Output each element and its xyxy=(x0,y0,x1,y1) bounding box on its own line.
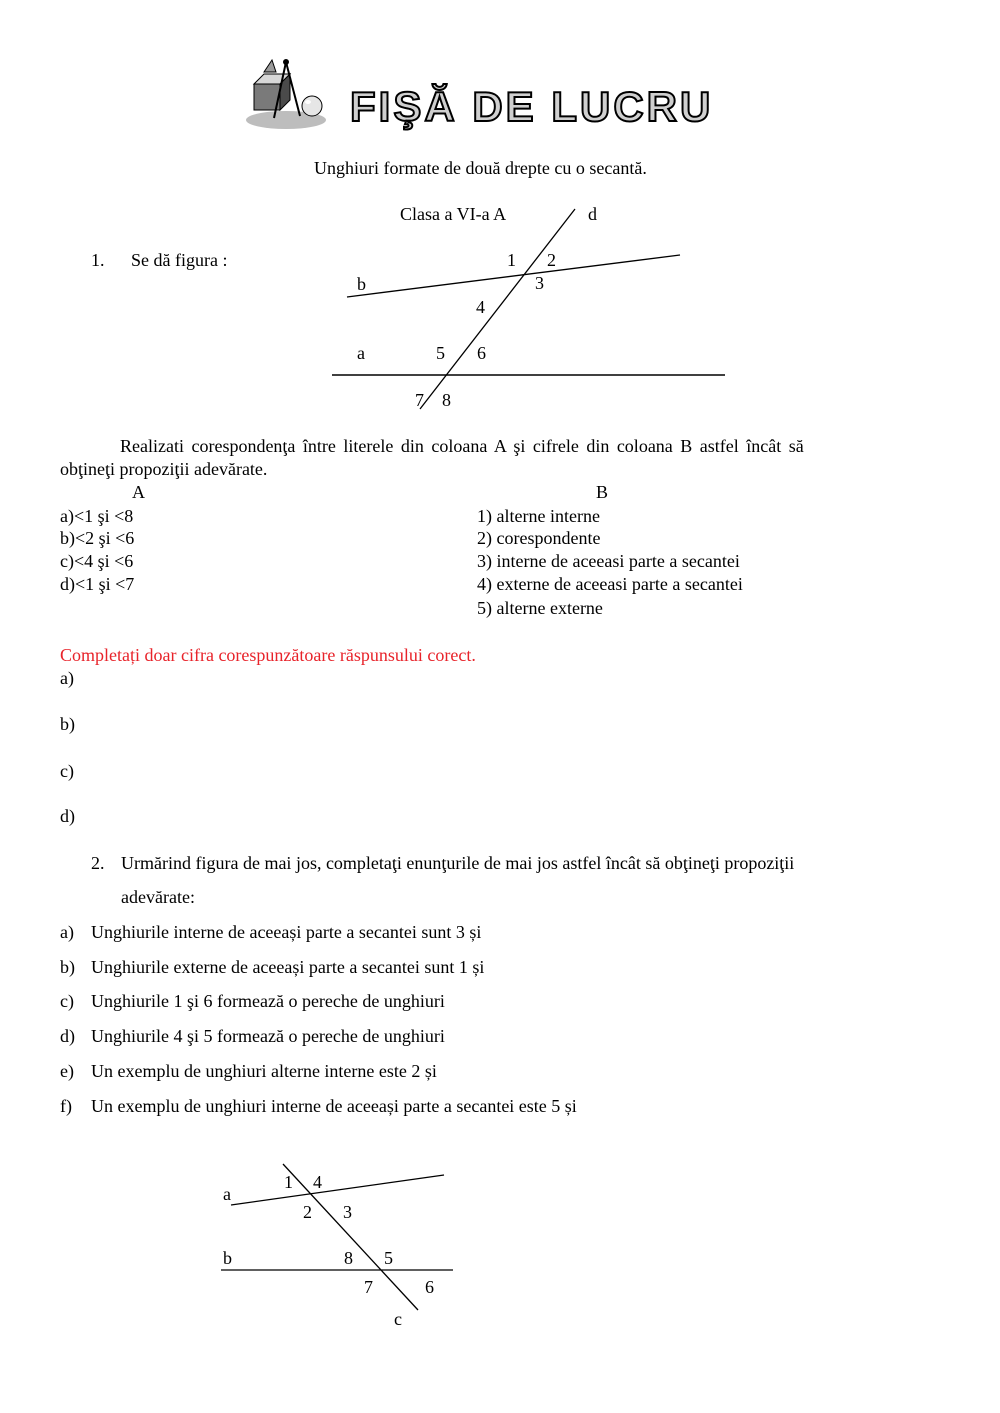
line-a xyxy=(231,1175,444,1205)
label-line-c: c xyxy=(394,1309,402,1329)
exercise1-prompt: Se dă figura : xyxy=(131,250,228,270)
exercise2-item-text: Un exemplu de unghiuri alterne interne este 2 și xyxy=(91,1061,437,1081)
exercise2-item-letter: f) xyxy=(60,1096,72,1116)
column-a-item: d)<1 şi <7 xyxy=(60,574,135,594)
column-b-header: B xyxy=(596,482,609,502)
angle-label-5: 5 xyxy=(436,343,445,363)
exercise2-item-letter: d) xyxy=(60,1026,75,1046)
geometry-logo-icon xyxy=(244,58,328,132)
label-line-a: a xyxy=(357,343,365,363)
column-a-header: A xyxy=(132,482,145,502)
class-label: Clasa a VI-a A xyxy=(400,204,507,224)
answer-label-b: b) xyxy=(60,714,75,734)
angle-label-8: 8 xyxy=(344,1248,353,1268)
angle-label-1: 1 xyxy=(284,1172,293,1192)
exercise2-number: 2. xyxy=(91,853,105,873)
angle-label-1: 1 xyxy=(507,250,516,270)
exercise2-item-text: Un exemplu de unghiuri interne de aceeași parte a secantei este 5 și xyxy=(91,1096,577,1116)
answer-label-d: d) xyxy=(60,806,75,826)
exercise1-number: 1. xyxy=(91,250,105,270)
page-title: FIŞĂ DE LUCRU xyxy=(350,83,714,130)
exercise2-item-text: Unghiurile externe de aceeași parte a secantei sunt 1 și xyxy=(91,957,485,977)
column-a-item: c)<4 şi <6 xyxy=(60,551,134,571)
exercise2-item-letter: e) xyxy=(60,1061,74,1081)
column-b-item: 2) corespondente xyxy=(477,528,601,548)
angle-label-6: 6 xyxy=(477,343,486,363)
angle-label-3: 3 xyxy=(343,1202,352,1222)
angle-label-4: 4 xyxy=(313,1172,322,1192)
figure-1 xyxy=(320,195,740,420)
exercise1-instruction-line2: obţineţi propoziţii adevărate. xyxy=(60,459,268,479)
label-line-d: d xyxy=(588,204,597,224)
exercise2-item-text: Unghiurile 1 şi 6 formează o pereche de unghiuri xyxy=(91,991,445,1011)
exercise2-prompt-line1: Urmărind figura de mai jos, completaţi enunţurile de mai jos astfel încât să obţineţi propoziţii xyxy=(121,853,795,873)
label-line-b: b xyxy=(357,274,366,294)
column-b-item: 3) interne de aceeasi parte a secantei xyxy=(477,551,740,571)
answer-note: Completați doar cifra corespunzătoare răspunsului corect. xyxy=(60,645,476,665)
exercise2-item-letter: c) xyxy=(60,991,74,1011)
column-b-item: 1) alterne interne xyxy=(477,506,600,526)
angle-label-7: 7 xyxy=(415,390,424,410)
label-line-a: a xyxy=(223,1184,231,1204)
angle-label-8: 8 xyxy=(442,390,451,410)
column-b-item: 5) alterne externe xyxy=(477,598,603,618)
angle-label-4: 4 xyxy=(476,297,485,317)
exercise1-instruction-line1: Realizati corespondenţa între literele din coloana A şi cifrele din coloana B astfel încât să xyxy=(120,436,804,456)
secant-d xyxy=(420,209,575,409)
column-b-item: 4) externe de aceeasi parte a secantei xyxy=(477,574,743,594)
answer-label-c: c) xyxy=(60,761,74,781)
exercise2-item-letter: a) xyxy=(60,922,74,942)
exercise2-prompt-line2: adevărate: xyxy=(121,887,195,907)
secant-c xyxy=(283,1164,418,1310)
exercise2-item-text: Unghiurile 4 şi 5 formează o pereche de unghiuri xyxy=(91,1026,445,1046)
answer-label-a: a) xyxy=(60,668,74,688)
figure-2 xyxy=(210,1155,470,1335)
angle-label-7: 7 xyxy=(364,1277,373,1297)
angle-label-2: 2 xyxy=(303,1202,312,1222)
angle-label-3: 3 xyxy=(535,273,544,293)
column-a-item: b)<2 şi <6 xyxy=(60,528,135,548)
page-subtitle: Unghiuri formate de două drepte cu o secantă. xyxy=(314,158,647,178)
column-a-item: a)<1 şi <8 xyxy=(60,506,134,526)
angle-label-5: 5 xyxy=(384,1248,393,1268)
angle-label-2: 2 xyxy=(547,250,556,270)
label-line-b: b xyxy=(223,1248,232,1268)
exercise2-item-text: Unghiurile interne de aceeași parte a secantei sunt 3 și xyxy=(91,922,482,942)
exercise2-item-letter: b) xyxy=(60,957,75,977)
angle-label-6: 6 xyxy=(425,1277,434,1297)
